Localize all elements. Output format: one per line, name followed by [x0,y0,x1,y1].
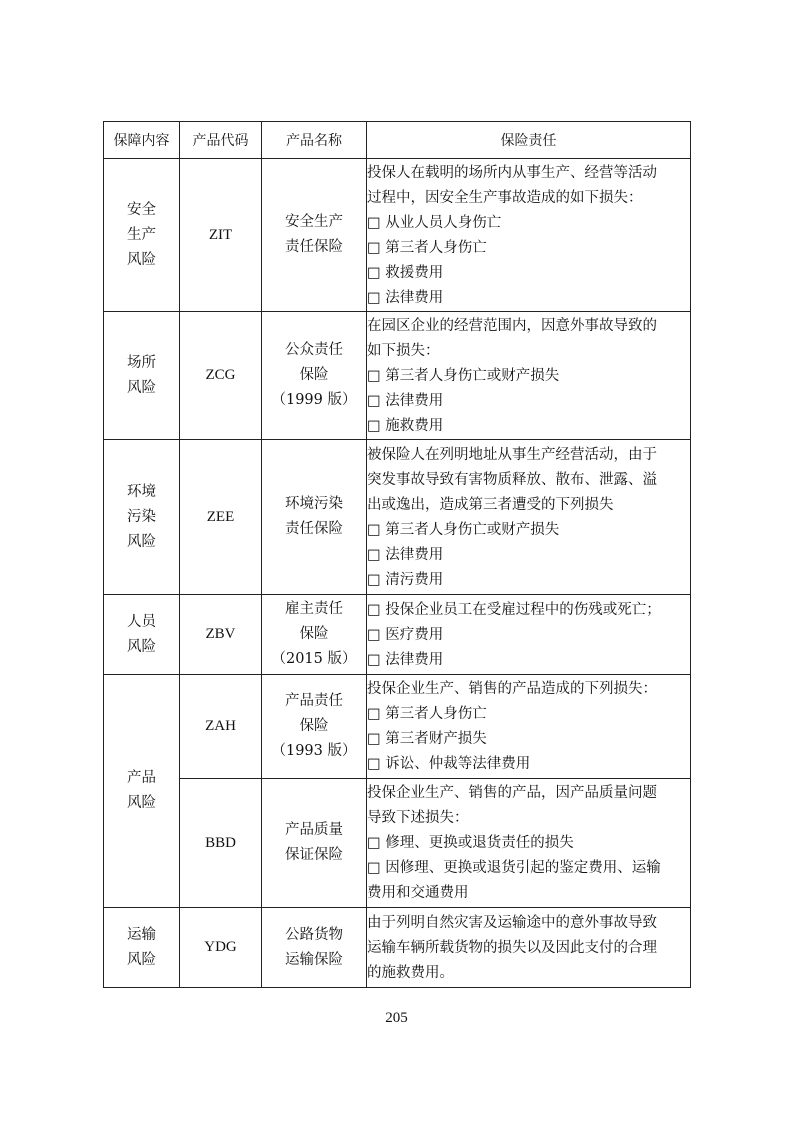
category-line: 风险 [127,251,156,268]
category-line: 风险 [127,379,156,396]
table-row [104,159,691,312]
product-name-cell [262,312,367,440]
table-header-row [104,122,691,159]
liability-line: □ 从业人员人身伤亡 [367,214,502,231]
liability-cell [367,908,691,988]
liability-cell [367,159,691,312]
header-liability: 保险责任 [367,122,691,159]
product-code-cell: ZAH [180,675,262,779]
category-line: 污染 [127,508,156,525]
product-code-cell: ZEE [180,440,262,595]
product-name-line: 公路货物 [285,926,343,943]
liability-line: 投保人在载明的场所内从事生产、经营等活动 [367,164,657,181]
liability-cell [367,779,691,908]
liability-line: 突发事故导致有害物质释放、散布、泄露、溢 [367,471,657,488]
category-cell [104,908,180,988]
table-row [104,908,691,988]
product-name-cell [262,595,367,675]
category-line: 运输 [127,926,156,943]
liability-line: □ 第三者财产损失 [367,731,487,747]
category-cell [104,440,180,595]
table-row [104,440,691,595]
product-name-cell [262,908,367,988]
product-name-line: 责任保险 [285,521,343,537]
table-row [104,675,691,779]
product-name-line: 运输保险 [285,951,343,968]
liability-line: □ 法律费用 [367,546,444,563]
liability-line: 过程中，因安全生产事故造成的如下损失： [367,189,643,206]
liability-line: 被保险人在列明地址从事生产经营活动，由于 [367,446,657,463]
product-name-cell [262,675,367,779]
liability-line: 导致下述损失： [367,810,469,826]
category-line: 风险 [127,533,156,550]
liability-cell [367,440,691,595]
product-code-cell: ZCG [180,312,262,440]
liability-line: □ 法律费用 [367,289,444,306]
header-code: 产品代码 [180,122,262,159]
category-cell [104,159,180,312]
product-name-line: 雇主责任 [285,601,343,617]
liability-line: 运输车辆所载货物的损失以及因此支付的合理 [367,939,657,956]
liability-line: 在园区企业的经营范围内，因意外事故导致的 [367,317,657,334]
insurance-table [103,121,691,988]
category-line: 安全 [127,201,156,218]
category-line: 环境 [127,483,156,500]
liability-line: □ 投保企业员工在受雇过程中的伤残或死亡； [367,601,661,618]
header-name: 产品名称 [262,122,367,159]
liability-line: 投保企业生产、销售的产品造成的下列损失： [367,681,657,697]
category-cell [104,675,180,908]
liability-line: □ 因修理、更换或退货引起的鉴定费用、运输 [367,860,661,876]
product-name-line: 产品责任 [285,693,343,709]
liability-line: □ 法律费用 [367,651,444,668]
liability-line: 投保企业生产、销售的产品，因产品质量问题 [367,785,657,801]
liability-line: □ 救援费用 [367,264,444,281]
table-row [104,595,691,675]
liability-line: □ 法律费用 [367,392,444,409]
product-name-line: （1993 版） [271,743,357,759]
header-category: 保障内容 [104,122,180,159]
liability-line: 如下损失： [367,342,440,359]
liability-cell [367,595,691,675]
product-code-cell: YDG [180,908,262,988]
category-line: 生产 [127,226,156,243]
liability-cell [367,675,691,779]
liability-line: □ 诉讼、仲裁等法律费用 [367,756,531,772]
page-number: 205 [385,1010,408,1026]
table-row [104,312,691,440]
product-name-cell [262,159,367,312]
product-name-line: 保险 [299,718,329,734]
liability-line: □ 第三者人身伤亡 [367,706,487,722]
product-code-cell: ZBV [180,595,262,675]
category-line: 风险 [127,795,156,811]
product-code-cell: BBD [180,779,262,908]
product-name-line: 保险 [299,626,329,642]
product-name-cell [262,440,367,595]
table-row [104,779,691,908]
product-code-cell: ZIT [180,159,262,312]
liability-line: □ 第三者人身伤亡 [367,239,487,256]
product-name-line: 保险 [299,367,329,383]
category-line: 人员 [127,613,156,630]
category-line: 产品 [127,770,156,786]
category-cell [104,312,180,440]
product-name-line: 责任保险 [285,239,343,255]
category-line: 风险 [127,951,156,968]
liability-line: 由于列明自然灾害及运输途中的意外事故导致 [367,914,657,931]
category-line: 风险 [127,638,156,655]
product-name-line: 产品质量 [285,822,343,838]
product-name-line: 保证保险 [285,847,343,863]
liability-line: 费用和交通费用 [367,885,469,901]
product-name-line: （2015 版） [271,651,357,667]
liability-line: □ 清污费用 [367,571,444,588]
liability-line: 出或逸出，造成第三者遭受的下列损失 [367,496,614,513]
liability-line: 的施救费用。 [367,964,454,981]
liability-line: □ 施救费用 [367,417,444,434]
liability-line: □ 修理、更换或退货责任的损失 [367,835,574,851]
liability-line: □ 第三者人身伤亡或财产损失 [367,367,560,384]
product-name-line: 环境污染 [285,496,343,512]
liability-line: □ 医疗费用 [367,626,444,643]
liability-line: □ 第三者人身伤亡或财产损失 [367,521,560,538]
category-line: 场所 [127,354,156,371]
product-name-line: 安全生产 [285,214,343,230]
product-name-cell [262,779,367,908]
product-name-line: （1999 版） [271,392,357,408]
category-cell [104,595,180,675]
product-name-line: 公众责任 [285,342,343,358]
liability-cell [367,312,691,440]
